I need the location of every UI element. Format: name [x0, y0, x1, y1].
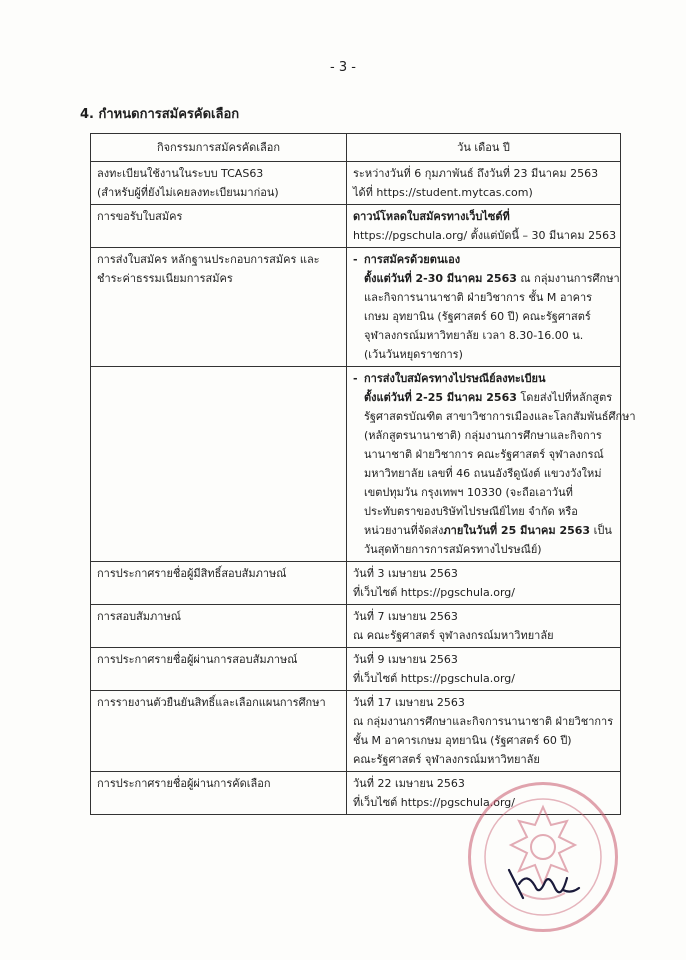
date-cell: [347, 248, 621, 367]
activity-text: การสอบสัมภาษณ์: [97, 610, 181, 623]
date-text: รัฐศาสตรบัณฑิต สาขาวิชาการเมืองและโลกสัมพันธ์ศึกษา: [364, 410, 636, 423]
date-text: มหาวิทยาลัย เลขที่ 46 ถนนอังรีดูนังต์ แขวงวังใหม่: [364, 467, 602, 480]
date-text: เป็น: [590, 524, 612, 537]
activity-cell: [91, 367, 347, 562]
dash-bullet: -: [353, 372, 358, 385]
activity-text: การประกาศรายชื่อผู้มีสิทธิ์สอบสัมภาษณ์: [97, 567, 287, 580]
page-number: - 3 -: [330, 60, 356, 75]
header-date: วัน เดือน ปี: [347, 134, 621, 162]
date-cell: [347, 367, 636, 562]
header-activity: กิจกรรมการสมัครคัดเลือก: [91, 134, 347, 162]
table-row: [91, 691, 621, 772]
table-row: [91, 367, 621, 562]
date-text: ณ กลุ่มงานการศึกษา: [516, 272, 620, 285]
date-text: เขตปทุมวัน กรุงเทพฯ 10330 (จะถือเอาวันที่: [364, 486, 573, 499]
date-bold-text: ดาวน์โหลดใบสมัครทางเว็บไซต์ที่: [353, 210, 510, 223]
table-row: [91, 648, 621, 691]
date-text: ณ คณะรัฐศาสตร์ จุฬาลงกรณ์มหาวิทยาลัย: [353, 629, 554, 642]
date-text: วันสุดท้ายการการสมัครทางไปรษณีย์): [364, 543, 542, 556]
date-cell: [347, 605, 621, 648]
table-row: [91, 162, 621, 205]
date-text: ชั้น M อาคารเกษม อุทยานิน (รัฐศาสตร์ 60 ปี): [353, 734, 572, 747]
table-header-row: [91, 134, 621, 162]
date-text: (หลักสูตรนานาชาติ) กลุ่มงานการศึกษาและกิจการ: [364, 429, 602, 442]
date-text: ระหว่างวันที่ 6 กุมภาพันธ์ ถึงวันที่ 23 มีนาคม 2563: [353, 167, 599, 180]
date-text: ประทับตราของบริษัทไปรษณีย์ไทย จำกัด หรือ: [364, 505, 578, 518]
activity-text: (สำหรับผู้ที่ยังไม่เคยลงทะเบียนมาก่อน): [97, 186, 279, 199]
activity-text: การรายงานตัวยืนยันสิทธิ์และเลือกแผนการศึกษา: [97, 696, 326, 709]
date-text: วันที่ 17 เมษายน 2563: [353, 696, 465, 709]
activity-cell: [91, 648, 347, 691]
date-cell: [347, 562, 621, 605]
date-text: วันที่ 7 เมษายน 2563: [353, 610, 458, 623]
date-text: จุฬาลงกรณ์มหาวิทยาลัย เวลา 8.30-16.00 น.: [364, 329, 584, 342]
date-text: และกิจการนานาชาติ ฝ่ายวิชาการ ชั้น M อาคาร: [364, 291, 593, 304]
date-text: วันที่ 22 เมษายน 2563: [353, 777, 465, 790]
date-text: ที่เว็บไซต์ https://pgschula.org/: [353, 672, 515, 685]
date-text: โดยส่งไปที่หลักสูตร: [516, 391, 613, 404]
signature-icon: [505, 860, 585, 910]
activity-cell: [91, 562, 347, 605]
activity-text: การขอรับใบสมัคร: [97, 210, 183, 223]
dash-bullet: -: [353, 253, 358, 266]
date-cell: [347, 205, 621, 248]
table-row: [91, 605, 621, 648]
date-text: (เว้นวันหยุดราชการ): [364, 348, 463, 361]
date-cell: [347, 691, 621, 772]
date-cell: [347, 648, 621, 691]
date-text: หน่วยงานที่จัดส่ง: [364, 524, 444, 537]
table-row: [91, 205, 621, 248]
date-bold-text: ภายในวันที่ 25 มีนาคม 2563: [443, 524, 591, 537]
table-row: [91, 562, 621, 605]
date-text: นานาชาติ ฝ่ายวิชาการ คณะรัฐศาสตร์ จุฬาลงกรณ์: [364, 448, 604, 461]
activity-cell: [91, 605, 347, 648]
date-text: ที่เว็บไซต์ https://pgschula.org/: [353, 796, 515, 809]
date-text: วันที่ 9 เมษายน 2563: [353, 653, 458, 666]
section-heading: 4. กำหนดการสมัครคัดเลือก: [80, 107, 240, 122]
schedule-table: [90, 133, 636, 815]
date-text: ได้ที่ https://student.mytcas.com): [353, 186, 533, 199]
date-bold-text: ตั้งแต่วันที่ 2-30 มีนาคม 2563: [364, 272, 517, 285]
date-text: https://pgschula.org/ ตั้งแต่บัดนี้ – 30 มีนาคม 2563: [353, 229, 617, 242]
table-row: [91, 248, 621, 367]
date-text: วันที่ 3 เมษายน 2563: [353, 567, 458, 580]
activity-text: การประกาศรายชื่อผู้ผ่านการสอบสัมภาษณ์: [97, 653, 298, 666]
date-cell: [347, 162, 621, 205]
activity-text: การส่งใบสมัคร หลักฐานประกอบการสมัคร และ: [97, 253, 320, 266]
date-text: ณ กลุ่มงานการศึกษาและกิจการนานาชาติ ฝ่ายวิชาการ: [353, 715, 614, 728]
date-title: การส่งใบสมัครทางไปรษณีย์ลงทะเบียน: [364, 372, 546, 385]
date-text: คณะรัฐศาสตร์ จุฬาลงกรณ์มหาวิทยาลัย: [353, 753, 540, 766]
activity-text: การประกาศรายชื่อผู้ผ่านการคัดเลือก: [97, 777, 271, 790]
date-bold-text: ตั้งแต่วันที่ 2-25 มีนาคม 2563: [364, 391, 517, 404]
activity-cell: [91, 691, 347, 772]
activity-cell: [91, 772, 347, 815]
activity-cell: [91, 162, 347, 205]
date-title: การสมัครด้วยตนเอง: [364, 253, 461, 266]
date-text: ที่เว็บไซต์ https://pgschula.org/: [353, 586, 515, 599]
activity-text: ลงทะเบียนใช้งานในระบบ TCAS63: [97, 167, 264, 180]
activity-cell: [91, 248, 347, 367]
date-text: เกษม อุทยานิน (รัฐศาสตร์ 60 ปี) คณะรัฐศาสตร์: [364, 310, 591, 323]
activity-cell: [91, 205, 347, 248]
activity-text: ชำระค่าธรรมเนียมการสมัคร: [97, 272, 233, 285]
